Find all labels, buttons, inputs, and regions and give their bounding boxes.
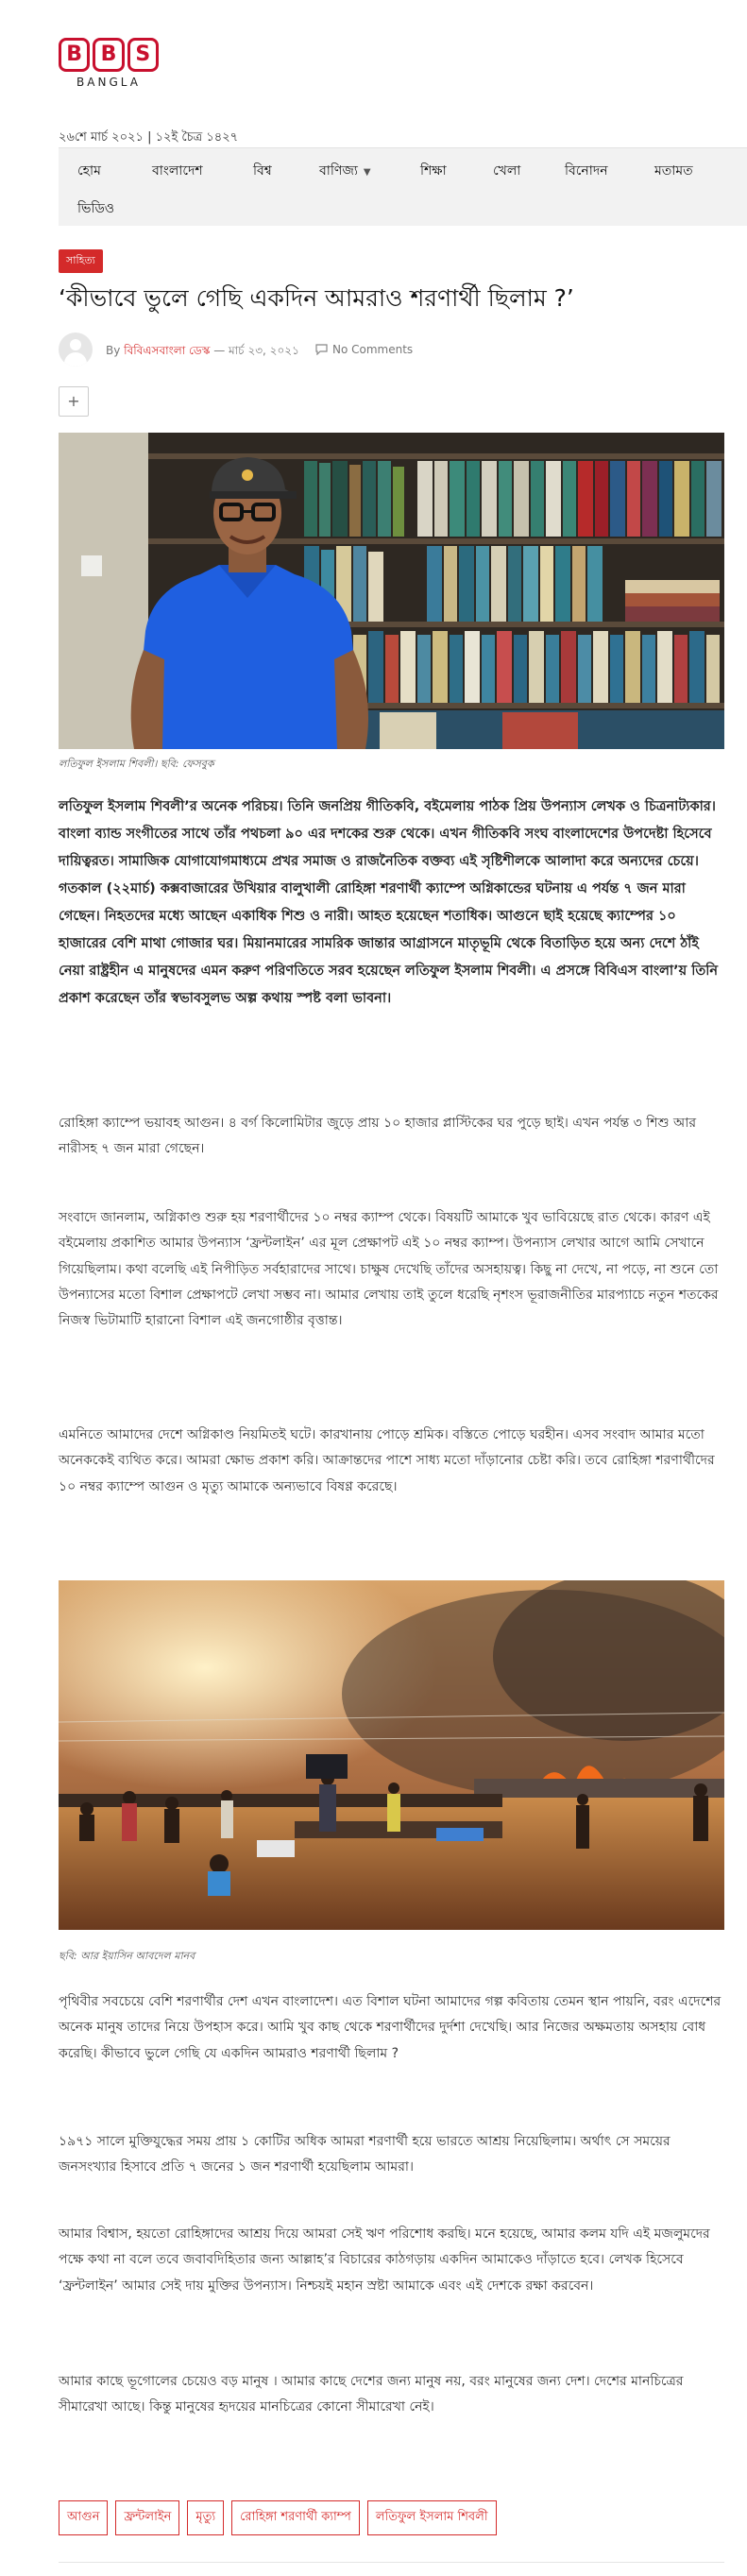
chevron-down-icon: ▼ — [363, 167, 371, 178]
article-title: ‘কীভাবে ভুলে গেছি একদিন আমরাও শরণার্থী ছিলাম ?’ — [59, 284, 574, 312]
fire-illustration — [59, 1580, 724, 1930]
nav-item-sports[interactable]: খেলা — [493, 163, 521, 179]
article-paragraph: এমনিতে আমাদের দেশে অগ্নিকাণ্ড নিয়মিতই ঘটে। কারখানায় পোড়ে শ্রমিক। বস্তিতে পোড়ে ঘরহীন। এসব সংবাদ আমার মতো অনেককেই ব্যথিত করে। আমরা ক্ষোভ প্রকাশ করি। আক্রান্তদের পাশে সাধ্য মতো দাঁড়ানোর চেষ্টা করি। তবে রোহিঙ্গা শরণার্থীদের ১০ নম্বর ক্যাম্পে আগুন ও মৃত্যু আমাকে অন্যভাবে বিষণ্ণ করেছে। — [59, 1427, 715, 1494]
article-paragraph: আমার কাছে ভূগোলের চেয়েও বড় মানুষ । আমার কাছে দেশের জন্য মানুষ নয়, বরং মানুষের জন্য দেশ। দেশের মানচিত্রের সীমারেখা আছে। কিন্তু মানুষের হৃদয়ের মানচিত্রের কোনো সীমারেখা নেই। — [59, 2374, 684, 2415]
tag-author[interactable]: লতিফুল ইসলাম শিবলী — [367, 2500, 497, 2535]
logo-sub: BANGLA — [76, 76, 141, 89]
tag-frontline[interactable]: ফ্রন্টলাইন — [115, 2500, 179, 2535]
nav-item-commerce[interactable] — [319, 160, 371, 182]
nav-item-home[interactable]: হোম — [77, 163, 101, 179]
publish-date: মার্চ ২৩, ২০২১ — [229, 344, 299, 357]
byline — [106, 343, 299, 362]
nav-item-commerce-label: বাণিজ্য — [319, 163, 358, 179]
tag-death[interactable]: মৃত্যু — [187, 2500, 224, 2535]
nav-item-video[interactable]: ভিডিও — [77, 201, 115, 216]
article-meta — [59, 333, 720, 367]
author-link[interactable]: বিবিএসবাংলা ডেস্ক — [124, 344, 211, 357]
article-image-portrait — [59, 433, 724, 749]
site-logo[interactable] — [59, 38, 159, 91]
logo-letter: S — [127, 38, 159, 72]
nav-item-opinion[interactable]: মতামত — [654, 163, 693, 179]
article-lead: লতিফুল ইসলাম শিবলী’র অনেক পরিচয়। তিনি জনপ্রিয় গীতিকবি, বইমেলায় পাঠক প্রিয় উপন্যাস লেখক ও চিত্রনাট্যকার। বাংলা ব্যান্ড সংগীতের সাথে তাঁর পথচলা ৯০ এর দশকের শুরু থেকে। এখন গীতিকবি সংঘ বাংলাদেশের উপদেষ্টা হিসেবে দায়িত্বরত। সামাজিক যোগাযোগমাধ্যমে প্রখর সমাজ ও রাজনৈতিক বক্তব্য এই সৃষ্টিশীলকে আলাদা করে অন্যদের চেয়ে। গতকাল (২২মার্চ) কক্সবাজারের উখিয়ার বালুখালী রোহিঙ্গা শরণার্থী ক্যাম্পে অগ্নিকান্ডের ঘটনায় এ পর্যন্ত ৭ জন মারা গেছেন। নিহতদের মধ্যে আছেন একাধিক শিশু ও নারী। আহত হয়েছেন শতাধিক। আগুনে ছাই হয়েছে ক্যাম্পের ১০ হাজারের বেশি মাথা গোজার ঘর। মিয়ানমারের সামরিক জান্তার আগ্রাসনে মাতৃভূমি থেকে বিতাড়িত হয়ে অন্য দেশে ঠাঁই নেয়া রাষ্ট্রহীন এ মানুষদের এমন করুণ পরিণতিতে সরব হয়েছেন লতিফুল ইসলাম শিবলী। এ প্রসঙ্গে বিবিএস বাংলা’য় তিনি প্রকাশ করেছেন তাঁর স্বভাবসুলভ অল্প কথায় স্পষ্ট বলা ভাবনা। — [59, 799, 719, 1006]
by-label: By — [106, 344, 121, 357]
avatar-head — [70, 339, 81, 350]
portrait-illustration — [59, 433, 724, 749]
divider — [59, 2562, 724, 2563]
article-paragraph: ১৯৭১ সালে মুক্তিযুদ্ধের সময় প্রায় ১ কোটির অধিক আমরা শরণার্থী হয়ে ভারতে আশ্রয় নিয়েছিলাম। অর্থাৎ সে সময়ের জনসংখ্যার হিসাবে প্রতি ৭ জনের ১ জন শরণার্থী হয়েছিলাম আমরা। — [59, 2134, 671, 2175]
avatar-body — [64, 352, 87, 367]
category-badge[interactable]: সাহিত্য — [59, 249, 103, 273]
logo-letter: B — [93, 38, 124, 72]
article-paragraph: আমার বিশ্বাস, হয়তো রোহিঙ্গাদের আশ্রয় দিয়ে আমরা সেই ঋণ পরিশোধ করছি। মনে হয়েছে, আমার কলম যদি এই মজলুমদের পক্ষে কথা না বলে তবে জবাবদিহিতার জন্য আল্লাহ’র বিচারের কাঠগড়ায় একদিন আমাকেও দাঁড়াতে হবে। লেখক হিসেবে ‘ফ্রন্টলাইন’ আমার সেই দায় মুক্তির উপন্যাস। নিশ্চয়ই মহান স্রষ্টা আমাকে এবং এই দেশকে রক্ষা করবেন। — [59, 2226, 710, 2294]
comments-link[interactable] — [315, 343, 413, 356]
article-paragraph: রোহিঙ্গা ক্যাম্পে ভয়াবহ আগুন। ৪ বর্গ কিলোমিটার জুড়ে প্রায় ১০ হাজার প্লাস্টিকের ঘর পুড়ে ছাই। এখন পর্যন্ত ৩ শিশু আর নারীসহ ৭ জন মারা গেছেন। — [59, 1116, 697, 1157]
tag-fire[interactable]: আগুন — [59, 2500, 108, 2535]
article-paragraph: সংবাদে জানলাম, অগ্নিকাণ্ড শুরু হয় শরণার্থীদের ১০ নম্বর ক্যাম্প থেকে। বিষয়টি আমাকে খুব ভাবিয়েছে রাত থেকে। কারণ এই বইমেলায় প্রকাশিত আমার উপন্যাস ‘ফ্রন্টলাইন’ এর মূল প্রেক্ষাপট এই ১০ নম্বর ক্যাম্প। উপন্যাস লেখার আগে আমি সেখানে গিয়েছিলাম। কথা বলেছি এই নিপীড়িত সর্বহারাদের সাথে। চাক্ষুষ দেখেছি তাঁদের অসহায়ত্ব। কিছু না দেখে, না পড়ে, না শুনে তো উপন্যাসের মতো বিশাল প্রেক্ষাপটে লেখা সম্ভব না। আমার লেখায় তাই তুলে ধরেছি নৃশংস ভূরাজনীতির মারপ্যাচে নতুন শতকের নিজস্ব ভিটামাটি হারানো বিশাল এই জনগোষ্ঠীর বৃত্তান্ত। — [59, 1210, 719, 1329]
main-nav — [59, 147, 747, 226]
nav-item-education[interactable]: শিক্ষা — [420, 163, 447, 179]
nav-item-world[interactable]: বিশ্ব — [253, 163, 272, 179]
nav-item-entertainment[interactable]: বিনোদন — [565, 163, 608, 179]
image-caption-fire: ছবি: আর ইয়াসিন আবদেল মানব — [59, 1950, 195, 1962]
comments-count: No Comments — [332, 343, 414, 356]
tag-list — [59, 2500, 497, 2535]
logo-letter: B — [59, 38, 90, 72]
avatar — [59, 333, 93, 367]
tag-rohingya-camp[interactable]: রোহিঙ্গা শরণার্থী ক্যাম্প — [231, 2500, 360, 2535]
comment-icon — [315, 344, 328, 355]
article-paragraph: পৃথিবীর সবচেয়ে বেশি শরণার্থীর দেশ এখন বাংলাদেশ। এত বিশাল ঘটনা আমাদের গল্প কবিতায় তেমন স্থান পায়নি, বরং এদেশের অনেক মানুষ তাদের নিয়ে উপহাস করে। আমি খুব কাছ থেকে শরণার্থীদের দুর্দশা দেখেছি। আর নিজের অক্ষমতায় অসহায় বোধ করেছি। কীভাবে ভুলে গেছি যে একদিন আমরাও শরণার্থী ছিলাম ? — [59, 1994, 722, 2061]
expand-button[interactable]: + — [59, 386, 89, 417]
image-caption-portrait: লতিফুল ইসলাম শিবলী। ছবি: ফেসবুক — [59, 758, 214, 770]
header-date: ২৬শে মার্চ ২০২১ | ১২ই চৈত্র ১৪২৭ — [59, 130, 239, 145]
nav-item-bangladesh[interactable]: বাংলাদেশ — [152, 163, 203, 179]
article-image-fire — [59, 1580, 724, 1930]
meta-separator: — — [213, 344, 226, 357]
logo-letters — [59, 38, 159, 72]
